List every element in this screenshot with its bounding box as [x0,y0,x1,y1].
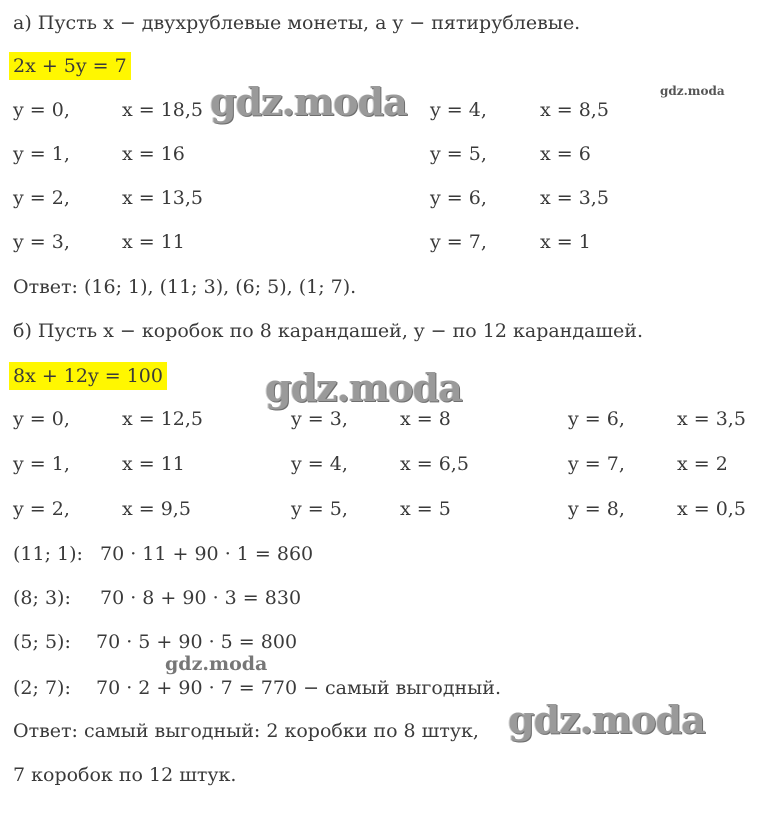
part-b-row-x: x = 2 [677,453,728,475]
part-a-row-y: y = 1, [13,143,70,165]
part-a-row-x: x = 8,5 [540,99,609,121]
part-b-row-y: y = 4, [291,453,348,475]
part-b-row-y: y = 1, [13,453,70,475]
part-b-row-x: x = 11 [122,453,185,475]
part-a-row-y: y = 6, [430,187,487,209]
part-a-row-y: y = 3, [13,231,70,253]
part-b-row-x: x = 8 [400,408,451,430]
part-a-equation: 2x + 5y = 7 [9,52,131,80]
part-b-intro: б) Пусть x − коробок по 8 карандашей, y − по 12 карандашей. [13,320,643,342]
calc-pair: (11; 1): [13,543,83,565]
part-a-row-y: y = 2, [13,187,70,209]
calc-pair: (8; 3): [13,587,71,609]
part-a-row-y: y = 0, [13,99,70,121]
part-a-row-y: y = 7, [430,231,487,253]
part-a-row-x: x = 3,5 [540,187,609,209]
watermark: gdz.moda [265,365,462,410]
part-b-row-x: x = 0,5 [677,498,746,520]
part-b-row-x: x = 3,5 [677,408,746,430]
part-b-equation: 8x + 12y = 100 [9,362,167,390]
part-a-intro: а) Пусть x − двухрублевые монеты, а y − пятирублевые. [13,12,581,34]
part-a-row-x: x = 16 [122,143,185,165]
calc-expression: 70 · 11 + 90 · 1 = 860 [100,543,314,565]
part-a-row-x: x = 6 [540,143,591,165]
part-b-answer-line1: Ответ: самый выгодный: 2 коробки по 8 штук, [13,720,479,742]
part-b-row-x: x = 9,5 [122,498,191,520]
part-a-answer: Ответ: (16; 1), (11; 3), (6; 5), (1; 7). [13,276,357,298]
part-a-row-x: x = 11 [122,231,185,253]
calc-expression: 70 · 8 + 90 · 3 = 830 [100,587,302,609]
part-b-row-x: x = 5 [400,498,451,520]
part-b-row-y: y = 7, [568,453,625,475]
part-b-row-y: y = 0, [13,408,70,430]
part-a-row-y: y = 5, [430,143,487,165]
part-a-row-y: y = 4, [430,99,487,121]
part-b-row-y: y = 6, [568,408,625,430]
part-b-row-y: y = 8, [568,498,625,520]
part-a-row-x: x = 13,5 [122,187,204,209]
part-a-row-x: x = 1 [540,231,591,253]
part-b-row-y: y = 5, [291,498,348,520]
watermark: gdz.moda [508,697,705,742]
part-b-row-y: y = 3, [291,408,348,430]
calc-pair: (5; 5): [13,631,71,653]
watermark-mid: gdz.moda [165,653,268,675]
part-b-row-x: x = 6,5 [400,453,469,475]
part-b-row-y: y = 2, [13,498,70,520]
calc-expression: 70 · 5 + 90 · 5 = 800 [96,631,298,653]
watermark-small: gdz.moda [660,84,725,98]
part-b-row-x: x = 12,5 [122,408,204,430]
part-b-answer-line2: 7 коробок по 12 штук. [13,764,237,786]
watermark: gdz.moda [210,79,407,124]
calc-expression: 70 · 2 + 90 · 7 = 770 − самый выгодный. [96,677,502,699]
calc-pair: (2; 7): [13,677,71,699]
part-a-row-x: x = 18,5 [122,99,204,121]
